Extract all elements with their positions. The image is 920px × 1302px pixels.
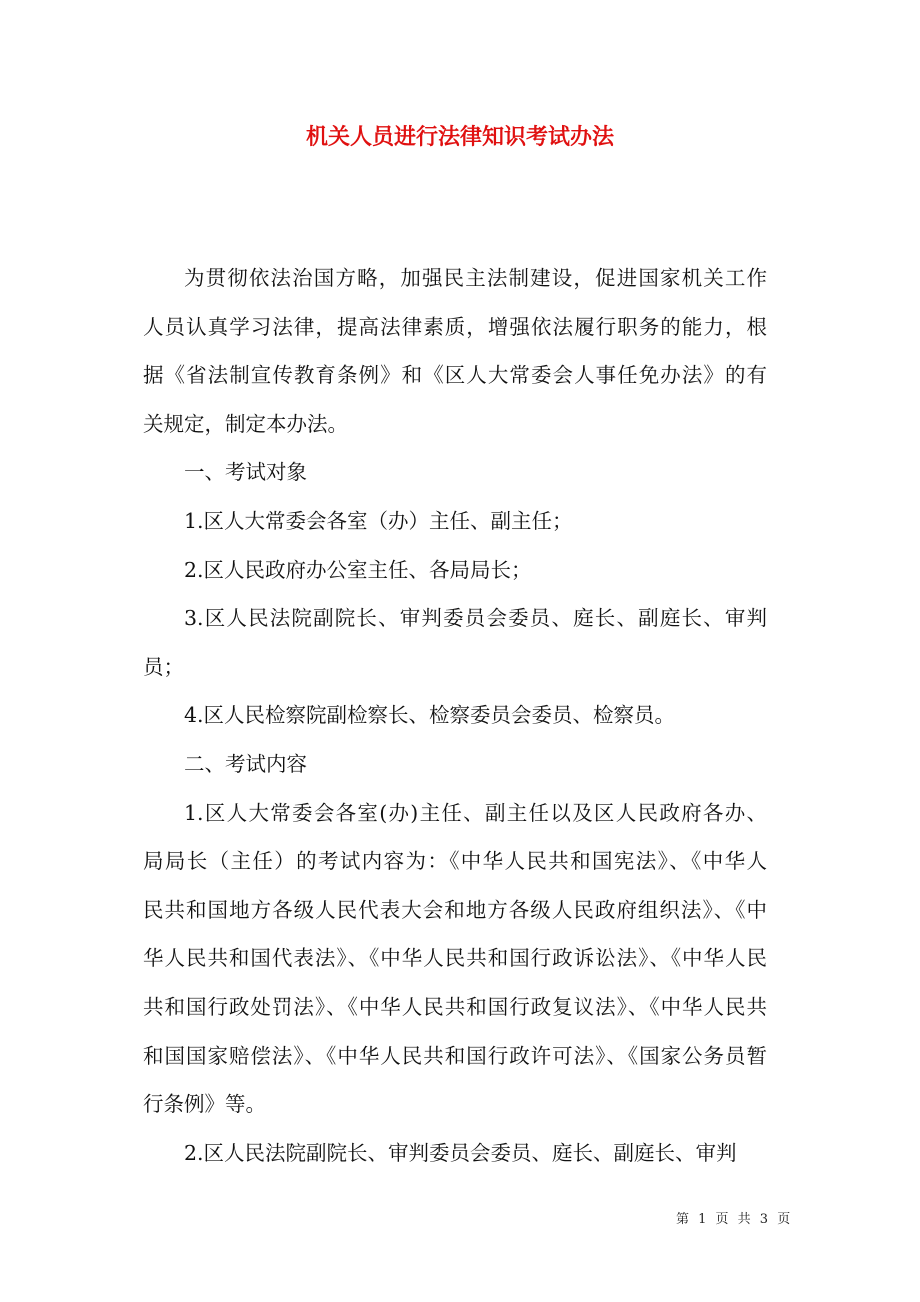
paragraph-line: 二、考试内容 [184,751,307,776]
paragraph-line: 华人民共和国代表法》、《中华人民共和国行政诉讼法》、《中华人民 [143,946,767,971]
paragraph [143,789,767,1129]
paragraph [143,691,767,740]
paragraph [143,594,767,691]
paragraph-line: 行条例》等。 [143,1092,266,1117]
paragraph-line: 2.区人民政府办公室主任、各局局长； [184,557,532,582]
document-body [143,254,767,1177]
paragraph-line: 和国国家赔偿法》、《中华人民共和国行政许可法》、《国家公务员暂 [143,1043,767,1068]
paragraph-line: 局局长（主任）的考试内容为：《中华人民共和国宪法》、《中华人 [143,849,767,874]
paragraph [143,740,767,789]
paragraph-line: 据《省法制宣传教育条例》和《区人大常委会人事任免办法》的有 [143,363,767,388]
paragraph [143,448,767,497]
paragraph-line: 1.区人大常委会各室（办）主任、副主任； [184,508,573,533]
paragraph-line: 民共和国地方各级人民代表大会和地方各级人民政府组织法》、《中 [143,897,767,922]
paragraph-line: 员； [143,654,184,679]
paragraph-line: 一、考试对象 [184,460,307,485]
paragraph-line: 2.区人民法院副院长、审判委员会委员、庭长、副庭长、审判 [184,1140,737,1165]
paragraph-line: 人员认真学习法律，提高法律素质，增强依法履行职务的能力，根 [143,314,767,339]
paragraph-line: 3.区人民法院副院长、审判委员会委员、庭长、副庭长、审判 [184,606,767,631]
paragraph [143,497,767,546]
paragraph-line: 为贯彻依法治国方略，加强民主法制建设，促进国家机关工作 [184,266,767,290]
paragraph-line: 4.区人民检察院副检察长、检察委员会委员、检察员。 [184,703,676,728]
paragraph-line: 共和国行政处罚法》、《中华人民共和国行政复议法》、《中华人民共 [143,994,767,1019]
page-number: 第 1 页 共 3 页 [676,1212,792,1227]
paragraph [143,546,767,595]
document-title: 机关人员进行法律知识考试办法 [305,124,614,150]
paragraph [143,1129,767,1178]
paragraph [143,254,767,448]
paragraph-line: 1.区人大常委会各室(办)主任、副主任以及区人民政府各办、 [184,800,767,825]
paragraph-line: 关规定，制定本办法。 [143,411,348,436]
